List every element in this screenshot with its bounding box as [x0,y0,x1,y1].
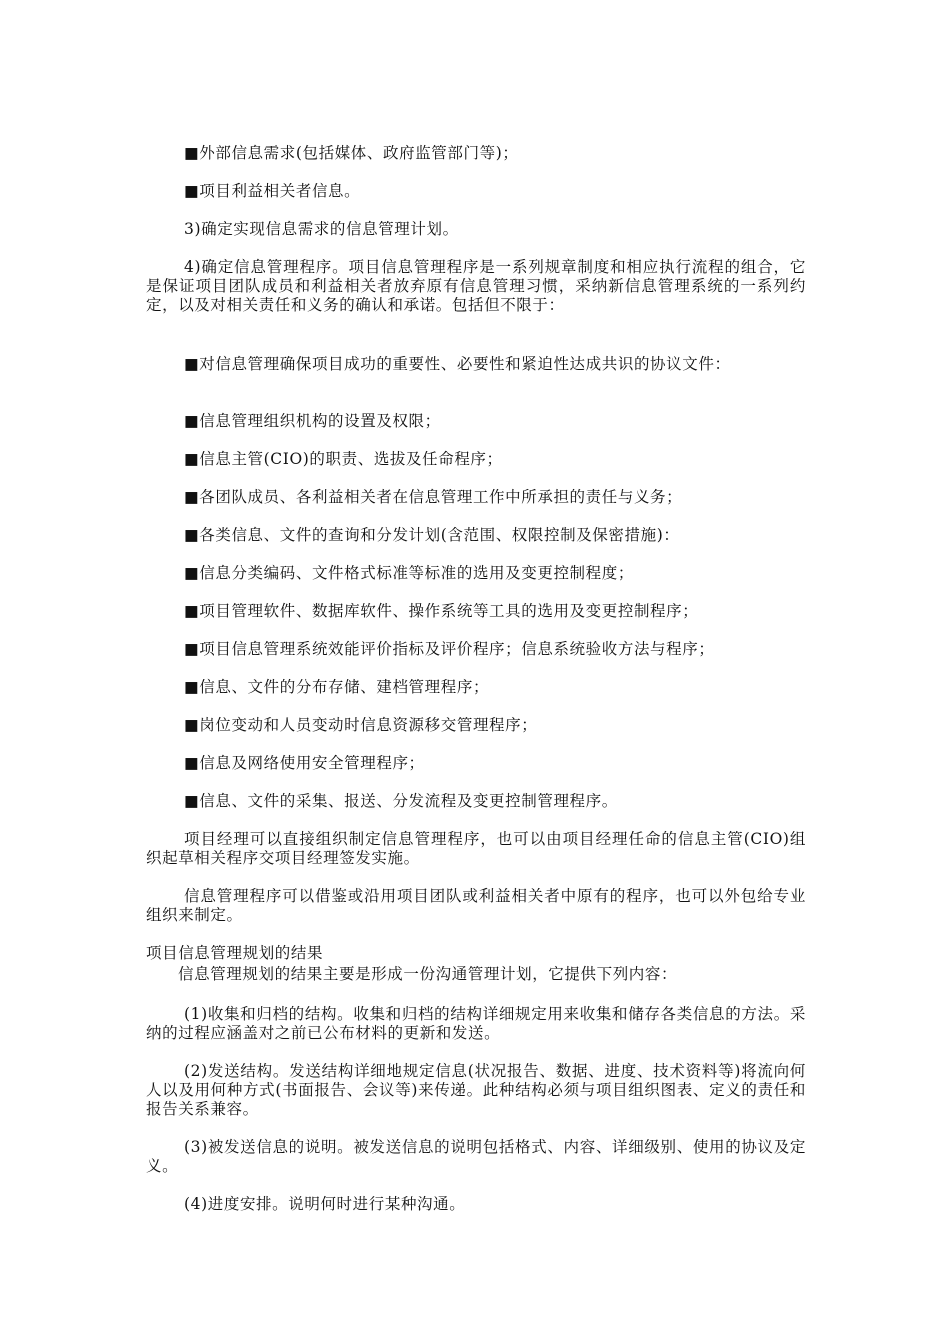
bullet-software-tools: ■项目管理软件、数据库软件、操作系统等工具的选用及变更控制程序； [184,602,699,620]
bullet-responsibility: ■各团队成员、各利益相关者在信息管理工作中所承担的责任与义务； [184,488,683,506]
bullet-coding-standard: ■信息分类编码、文件格式标准等标准的选用及变更控制程度； [184,564,634,582]
item-2-distribution-structure: (2)发送结构。发送结构详细地规定信息(状况报告、数据、进度、技术资料等)将流向何人以及用何种方式(书面报告、会议等)来传递。此种结构必须与项目组织图表、定义的责任和报告关系兼容。 [146,1062,806,1118]
bullet-external-info: ■外部信息需求(包括媒体、政府监管部门等)； [184,144,519,162]
bullet-storage: ■信息、文件的分布存储、建档管理程序； [184,678,490,696]
step-3-plan: 3)确定实现信息需求的信息管理计划。 [184,220,459,238]
bullet-collection: ■信息、文件的采集、报送、分发流程及变更控制管理程序。 [184,792,618,810]
bullet-evaluation: ■项目信息管理系统效能评价指标及评价程序；信息系统验收方法与程序； [184,640,715,658]
item-3-information-description: (3)被发送信息的说明。被发送信息的说明包括格式、内容、详细级别、使用的协议及定义。 [146,1138,806,1175]
para-outsourcing: 信息管理程序可以借鉴或沿用项目团队或利益相关者中原有的程序，也可以外包给专业组织来制定。 [146,887,806,924]
step-4-procedure: 4)确定信息管理程序。项目信息管理程序是一系列规章制度和相应执行流程的组合，它是保证项目团队成员和利益相关者放弃原有信息管理习惯，采纳新信息管理系统的一系列约定，以及对相关责任和义务的确认和承诺。包括但不限于： [146,258,806,314]
item-1-collection-structure: (1)收集和归档的结构。收集和归档的结构详细规定用来收集和储存各类信息的方法。采纳的过程应涵盖对之前已公布材料的更新和发送。 [146,1005,806,1042]
bullet-transfer: ■岗位变动和人员变动时信息资源移交管理程序； [184,716,538,734]
bullet-security: ■信息及网络使用安全管理程序； [184,754,425,772]
para-manager-cio: 项目经理可以直接组织制定信息管理程序，也可以由项目经理任命的信息主管(CIO)组织起草相关程序交项目经理签发实施。 [146,830,806,867]
bullet-agreement: ■对信息管理确保项目成功的重要性、必要性和紧迫性达成共识的协议文件： [184,355,731,373]
bullet-distribution-plan: ■各类信息、文件的查询和分发计划(含范围、权限控制及保密措施)： [184,526,680,544]
item-4-schedule: (4)进度安排。说明何时进行某种沟通。 [184,1195,466,1213]
bullet-stakeholder-info: ■项目利益相关者信息。 [184,182,361,200]
section-heading-results: 项目信息管理规划的结果 [146,944,324,962]
bullet-organization: ■信息管理组织机构的设置及权限； [184,412,441,430]
bullet-cio: ■信息主管(CIO)的职责、选拔及任命程序； [184,450,503,468]
para-results-intro: 信息管理规划的结果主要是形成一份沟通管理计划，它提供下列内容： [178,965,678,983]
